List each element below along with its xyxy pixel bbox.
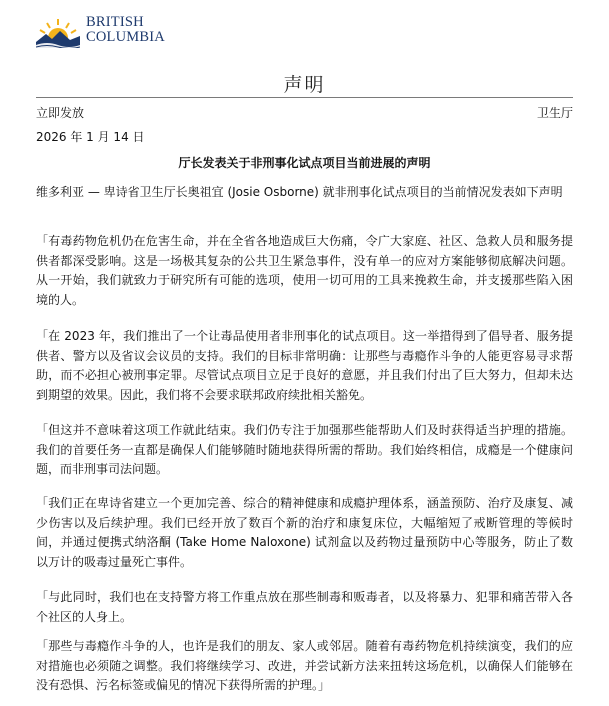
statement-lede: 维多利亚 — 卑诗省卫生厅长奥祖宜 (Josie Osborne) 就非刑事化试点项目的当前情况发表如下声明 bbox=[36, 185, 563, 199]
document-title: 声明 bbox=[283, 74, 326, 96]
logo-wordmark bbox=[86, 15, 165, 45]
logo-line-columbia: COLUMBIA bbox=[86, 29, 165, 45]
bc-government-logo bbox=[36, 14, 166, 50]
title-divider bbox=[36, 97, 573, 98]
logo-line-british: BRITISH bbox=[86, 14, 144, 30]
ministry-name: 卫生厅 bbox=[536, 106, 573, 120]
statement-headline: 厅长发表关于非刑事化试点项目当前进展的声明 bbox=[178, 156, 431, 170]
statement-paragraph: 「那些与毒瘾作斗争的人，也许是我们的朋友、家人或邻居。随着有毒药物危机持续演变，我们的应对措施也必须随之调整。我们将继续学习、改进，并尝试新方法来扭转这场危机，以确保人们能够在没有恐惧、污名标签或偏见的情况下获得所需的护理。」 bbox=[36, 639, 573, 692]
bc-sun-mountain-icon bbox=[36, 16, 80, 48]
statement-paragraph: 「但这并不意味着这项工作就此结束。我们仍专注于加强那些能帮助人们及时获得适当护理的措施。我们的首要任务一直都是确保人们能够随时随地获得所需的帮助。我们始终相信，成瘾是一个健康问题，而非刑事司法问题。 bbox=[36, 423, 573, 476]
release-type: 立即发放 bbox=[36, 106, 85, 120]
release-meta bbox=[36, 101, 145, 149]
statement-paragraph: 「与此同时，我们也在支持警方将工作重点放在那些制毒和贩毒者，以及将暴力、犯罪和痛苦带入各个社区的人身上。 bbox=[36, 590, 573, 624]
statement-paragraph: 「在 2023 年，我们推出了一个让毒品使用者非刑事化的试点项目。这一举措得到了倡导者、服务提供者、警方以及省议会议员的支持。我们的目标非常明确：让那些与毒瘾作斗争的人能更容易寻求帮助，而不必担心被刑事定罪。尽管试点项目立足于良好的意愿，并且我们付出了巨大努力，但却未达到期望的效果。因此，我们将不会要求联邦政府续批相关豁免。 bbox=[36, 329, 573, 402]
statement-paragraph: 「有毒药物危机仍在危害生命，并在全省各地造成巨大伤痛，令广大家庭、社区、急救人员和服务提供者都深受影响。这是一场极其复杂的公共卫生紧急事件，没有单一的应对方案能够彻底解决问题。从一开始，我们就致力于研究所有可能的选项，使用一切可用的工具来挽救生命，并支援那些陷入困境的人。 bbox=[36, 234, 573, 307]
release-date: 2026 年 1 月 14 日 bbox=[36, 130, 145, 144]
statement-paragraph: 「我们正在卑诗省建立一个更加完善、综合的精神健康和成瘾护理体系，涵盖预防、治疗及康复、减少伤害以及后续护理。我们已经开放了数百个新的治疗和康复床位，大幅缩短了戒断管理的等候时间，并通过便携式纳洛酮 (Take Home Naloxone) 试剂盒以及药物过量预防中心等服务，防止了数以万计的吸毒过量死亡事件。 bbox=[36, 496, 573, 569]
